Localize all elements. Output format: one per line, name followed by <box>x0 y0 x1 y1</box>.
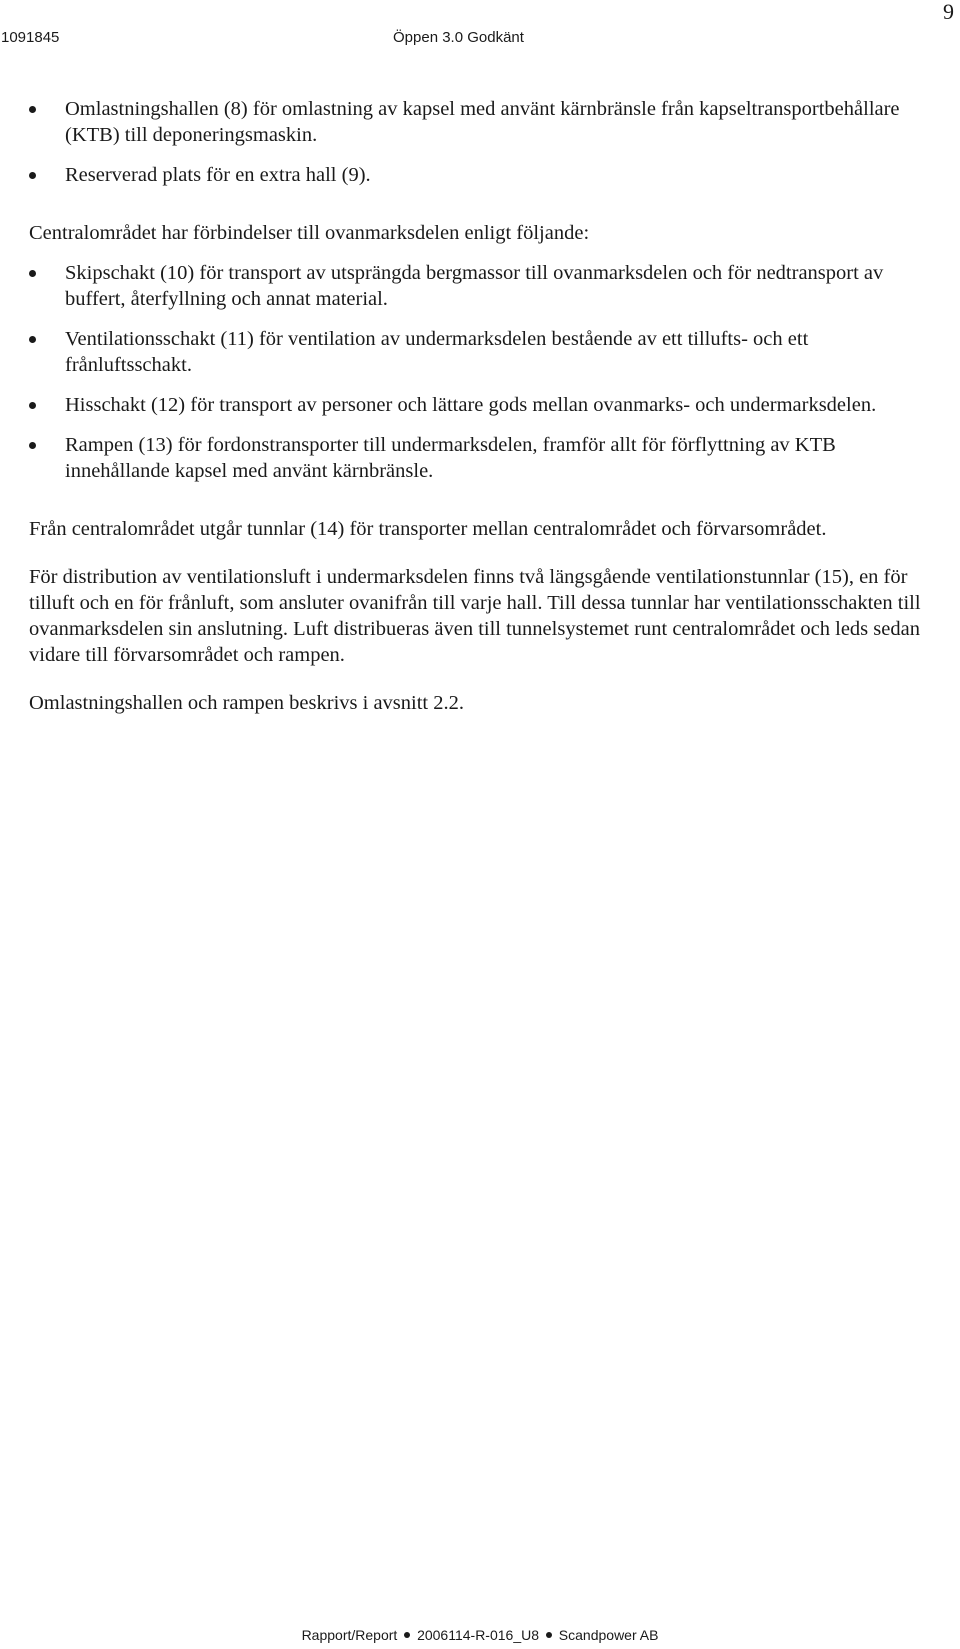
list-item <box>29 432 934 484</box>
list-item <box>29 96 934 148</box>
intro-paragraph: Centralområdet har förbindelser till ovanmarksdelen enligt följande: <box>29 222 590 244</box>
page-number: 9 <box>943 0 954 24</box>
page-header <box>0 26 960 50</box>
bullet-separator-icon <box>404 1632 410 1638</box>
hall-list <box>29 96 934 188</box>
document-status: Öppen 3.0 Godkänt <box>393 29 524 46</box>
list-item <box>29 326 934 378</box>
list-item <box>29 392 934 418</box>
distribution-paragraph: För distribution av ventilationsluft i undermarksdelen finns två längsgående ventilationstunnlar (15), en för tilluft och en för frånluft, som ansluter ovanifrån till varje hall. Till dessa tunnlar har ventilationsschakten till ovanmarksdelen sin anslutning. Luft distribueras även till tunnelsystemet runt centralområdet och leds sedan vidare till förvarsområdet och rampen. <box>29 566 921 666</box>
list-item <box>29 162 934 188</box>
bullet-separator-icon <box>546 1632 552 1638</box>
list-item-text: Omlastningshallen (8) för omlastning av kapsel med använt kärnbränsle från kapseltransportbehållare (KTB) till deponeringsmaskin. <box>65 98 900 146</box>
list-item-text: Rampen (13) för fordonstransporter till undermarksdelen, framför allt för förflyttning av KTB innehållande kapsel med använt kärnbränsle. <box>65 434 836 482</box>
page-footer <box>0 1626 960 1644</box>
bullet-icon <box>29 442 36 449</box>
bullet-icon <box>29 172 36 179</box>
bullet-icon <box>29 336 36 343</box>
footer-company: Scandpower AB <box>558 1627 659 1643</box>
reference-paragraph: Omlastningshallen och rampen beskrivs i avsnitt 2.2. <box>29 692 464 714</box>
footer-report-label: Rapport/Report <box>301 1627 398 1643</box>
list-item-text: Hisschakt (12) för transport av personer och lättare gods mellan ovanmarks- och undermarksdelen. <box>65 394 877 416</box>
footer-report-number: 2006114-R-016_U8 <box>417 1627 540 1643</box>
connection-list <box>29 260 934 484</box>
document-id: 1091845 <box>1 29 60 46</box>
list-item <box>29 260 934 312</box>
list-item-text: Skipschakt (10) för transport av utsprängda bergmassor till ovanmarksdelen och för nedtransport av buffert, återfyllning och annat material. <box>65 262 884 310</box>
bullet-icon <box>29 402 36 409</box>
list-item-text: Ventilationsschakt (11) för ventilation av undermarksdelen bestående av ett tillufts- och ett frånluftsschakt. <box>65 328 809 376</box>
bullet-icon <box>29 270 36 277</box>
list-item-text: Reserverad plats för en extra hall (9). <box>65 164 371 186</box>
tunnels-paragraph: Från centralområdet utgår tunnlar (14) för transporter mellan centralområdet och förvarsområdet. <box>29 518 827 540</box>
bullet-icon <box>29 106 36 113</box>
document-body <box>29 96 934 716</box>
